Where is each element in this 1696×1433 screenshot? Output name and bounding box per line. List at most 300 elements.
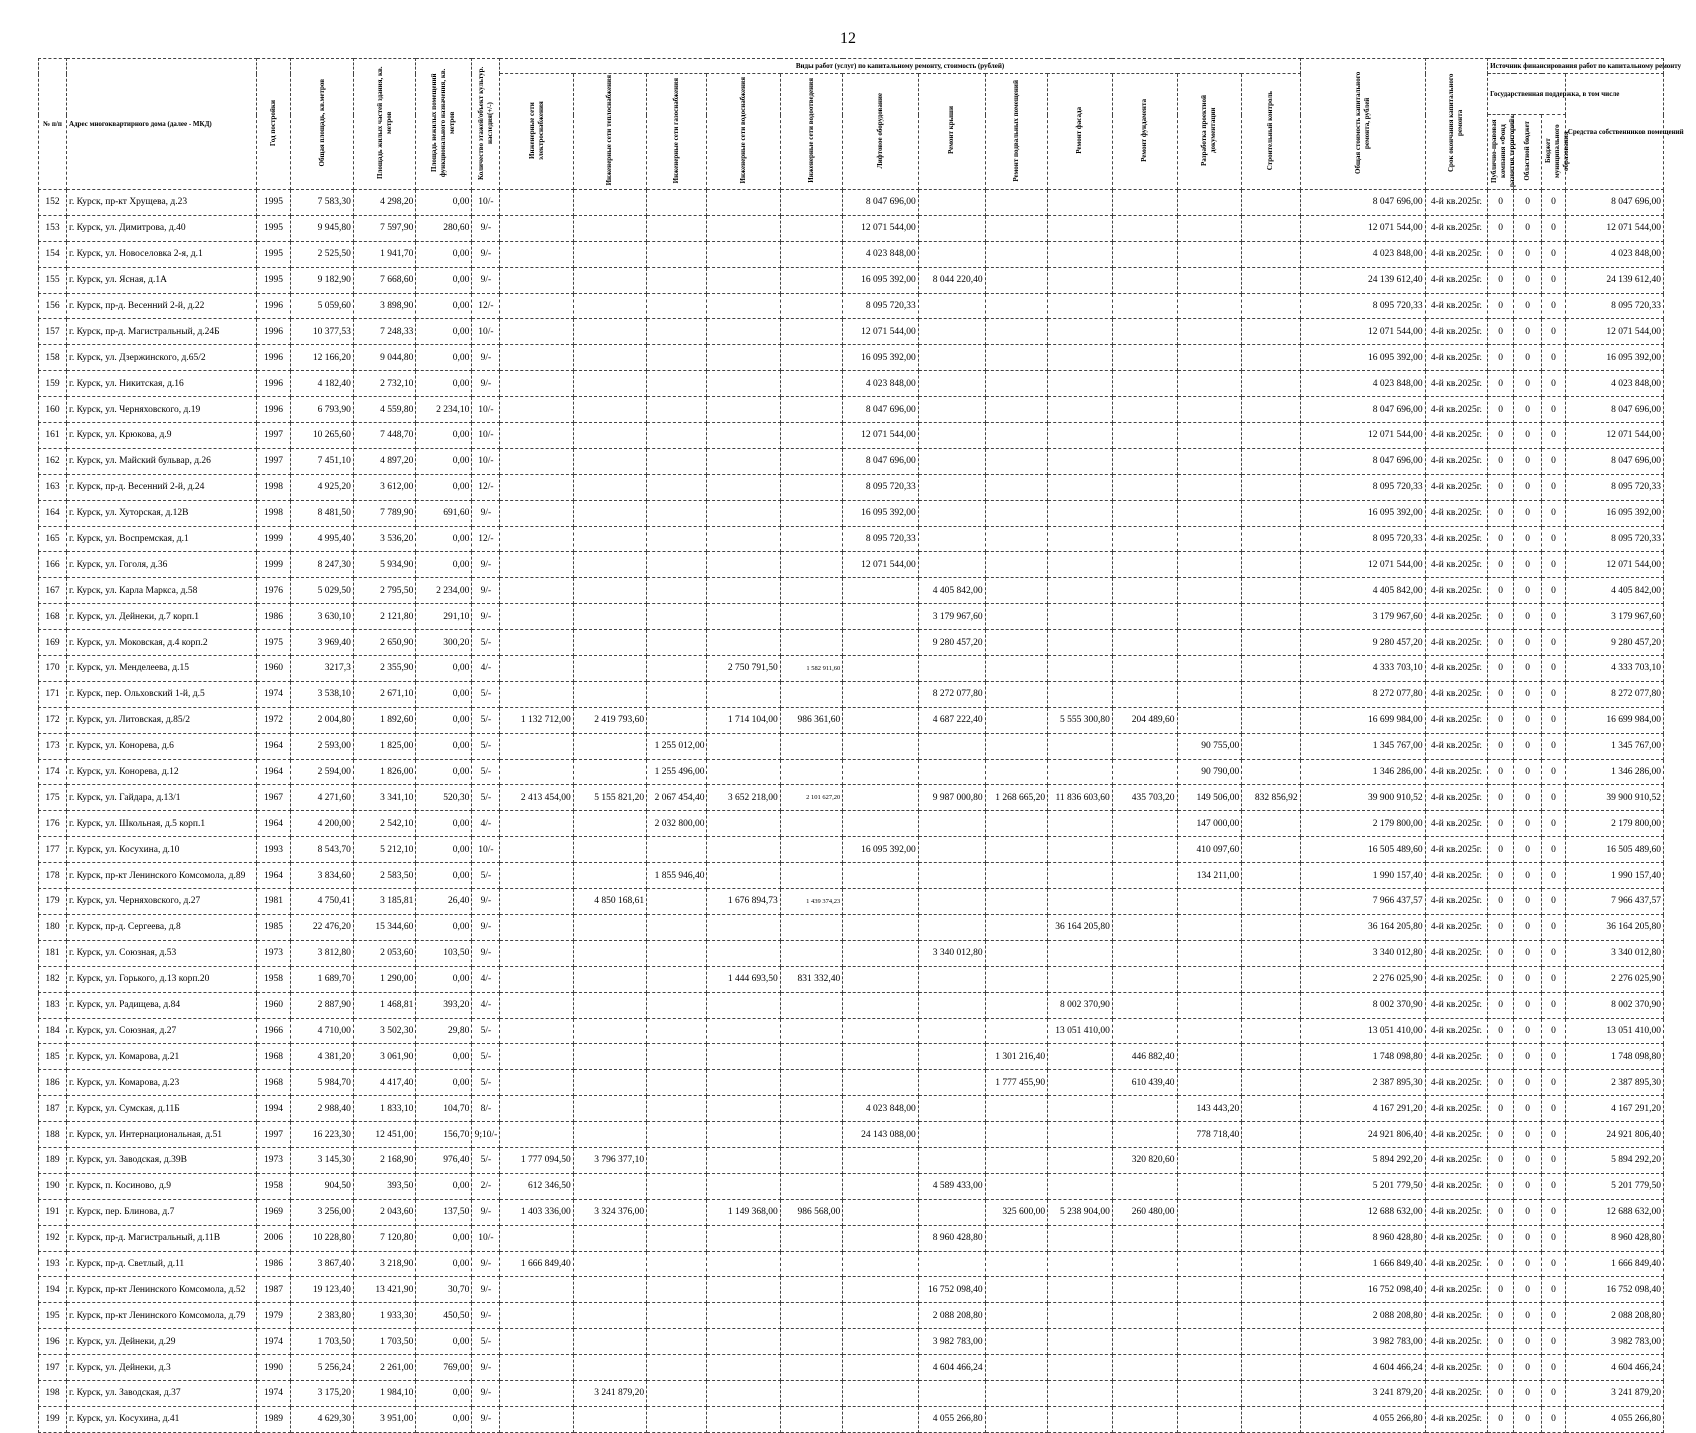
cell-heating	[573, 759, 646, 785]
cell-sewage	[780, 863, 843, 889]
row-floors: 9/-	[472, 1303, 500, 1329]
cell-basement	[985, 345, 1048, 371]
row-floors: 4/-	[472, 992, 500, 1018]
cell-period: 4-й кв.2025г.	[1425, 397, 1488, 423]
col-total-cost: Общая стоимость капитального ремонта, рублей	[1300, 59, 1425, 190]
cell-total-cost: 3 982 783,00	[1300, 1329, 1425, 1355]
row-number: 180	[39, 914, 67, 940]
row-living-area: 7 248,33	[353, 319, 416, 345]
cell-owners: 3 982 783,00	[1565, 1329, 1663, 1355]
row-total-area: 5 029,50	[291, 578, 354, 604]
row-living-area: 2 732,10	[353, 371, 416, 397]
cell-fund: 0	[1488, 474, 1514, 500]
row-year: 1974	[256, 1329, 291, 1355]
cell-sewage	[780, 811, 843, 837]
row-living-area: 3 185,81	[353, 889, 416, 915]
cell-regional: 0	[1514, 1199, 1542, 1225]
row-floors: 9/-	[472, 1355, 500, 1381]
row-total-area: 3 867,40	[291, 1251, 354, 1277]
cell-municipal: 0	[1542, 759, 1566, 785]
cell-regional: 0	[1514, 681, 1542, 707]
row-nonliving-area: 0,00	[416, 681, 472, 707]
cell-foundation	[1112, 837, 1177, 863]
col-fund: Публично-правовая компания «Фонд развития территорий»	[1488, 115, 1514, 190]
cell-elevator	[843, 1225, 918, 1251]
cell-heating	[573, 1096, 646, 1122]
table-row	[39, 1122, 1664, 1148]
table-row	[39, 552, 1664, 578]
table-row	[39, 630, 1664, 656]
cell-municipal: 0	[1542, 215, 1566, 241]
cell-foundation	[1112, 474, 1177, 500]
row-living-area: 7 789,90	[353, 500, 416, 526]
cell-elevator	[843, 1044, 918, 1070]
cell-design	[1177, 604, 1242, 630]
row-address: г. Курск, ул. Дейнеки, д.7 корп.1	[67, 604, 257, 630]
cell-basement	[985, 423, 1048, 449]
row-address: г. Курск, пр-д. Весенний 2-й, д.24	[67, 474, 257, 500]
cell-roof	[918, 1070, 985, 1096]
cell-heating: 4 850 168,61	[573, 889, 646, 915]
cell-regional: 0	[1514, 1173, 1542, 1199]
cell-electric	[500, 681, 573, 707]
cell-total-cost: 4 604 466,24	[1300, 1355, 1425, 1381]
cell-design	[1177, 500, 1242, 526]
row-year: 1975	[256, 630, 291, 656]
cell-regional: 0	[1514, 1406, 1542, 1432]
cell-basement	[985, 656, 1048, 682]
cell-fund: 0	[1488, 889, 1514, 915]
cell-supervision	[1242, 397, 1300, 423]
cell-fund: 0	[1488, 1147, 1514, 1173]
row-nonliving-area: 0,00	[416, 241, 472, 267]
row-living-area: 2 542,10	[353, 811, 416, 837]
table-row	[39, 215, 1664, 241]
cell-owners: 24 921 806,40	[1565, 1122, 1663, 1148]
cell-water	[707, 293, 780, 319]
row-total-area: 8 247,30	[291, 552, 354, 578]
cell-roof	[918, 423, 985, 449]
row-nonliving-area: 0,00	[416, 474, 472, 500]
cell-heating	[573, 526, 646, 552]
cell-sewage: 831 332,40	[780, 966, 843, 992]
cell-design	[1177, 578, 1242, 604]
row-nonliving-area: 769,00	[416, 1355, 472, 1381]
table-row	[39, 1251, 1664, 1277]
row-address: г. Курск, ул. Конорева, д.12	[67, 759, 257, 785]
cell-elevator	[843, 785, 918, 811]
row-address: г. Курск, ул. Конорева, д.6	[67, 733, 257, 759]
cell-water	[707, 1380, 780, 1406]
table-row	[39, 293, 1664, 319]
cell-regional: 0	[1514, 1096, 1542, 1122]
cell-water	[707, 1329, 780, 1355]
cell-period: 4-й кв.2025г.	[1425, 1277, 1488, 1303]
row-address: г. Курск, пр-д. Светлый, д.11	[67, 1251, 257, 1277]
row-year: 1987	[256, 1277, 291, 1303]
cell-facade	[1048, 837, 1113, 863]
row-number: 189	[39, 1147, 67, 1173]
cell-owners: 3 241 879,20	[1565, 1380, 1663, 1406]
cell-period: 4-й кв.2025г.	[1425, 474, 1488, 500]
row-year: 1974	[256, 681, 291, 707]
cell-basement	[985, 578, 1048, 604]
cell-heating	[573, 371, 646, 397]
cell-supervision	[1242, 1096, 1300, 1122]
cell-electric	[500, 267, 573, 293]
cell-roof	[918, 371, 985, 397]
cell-heating	[573, 1251, 646, 1277]
cell-heating: 2 419 793,60	[573, 707, 646, 733]
cell-period: 4-й кв.2025г.	[1425, 889, 1488, 915]
cell-regional: 0	[1514, 811, 1542, 837]
cell-elevator: 12 071 544,00	[843, 423, 918, 449]
cell-elevator	[843, 1303, 918, 1329]
cell-sewage	[780, 526, 843, 552]
state-support-header: Государственная поддержка, в том числе	[1488, 74, 1566, 115]
cell-gas: 1 255 496,00	[647, 759, 707, 785]
cell-elevator	[843, 1329, 918, 1355]
row-year: 1964	[256, 863, 291, 889]
cell-fund: 0	[1488, 215, 1514, 241]
cell-gas	[647, 1122, 707, 1148]
row-nonliving-area: 691,60	[416, 500, 472, 526]
cell-elevator: 12 071 544,00	[843, 215, 918, 241]
cell-municipal: 0	[1542, 1277, 1566, 1303]
cell-heating	[573, 914, 646, 940]
cell-total-cost: 3 179 967,60	[1300, 604, 1425, 630]
cell-sewage: 986 361,60	[780, 707, 843, 733]
cell-elevator	[843, 992, 918, 1018]
cell-basement	[985, 1225, 1048, 1251]
table-row	[39, 1225, 1664, 1251]
cell-total-cost: 4 023 848,00	[1300, 371, 1425, 397]
cell-total-cost: 8 047 696,00	[1300, 448, 1425, 474]
cell-foundation	[1112, 190, 1177, 216]
row-floors: 12/-	[472, 526, 500, 552]
cell-period: 4-й кв.2025г.	[1425, 966, 1488, 992]
cell-gas	[647, 1355, 707, 1381]
cell-supervision	[1242, 1070, 1300, 1096]
cell-supervision	[1242, 526, 1300, 552]
cell-supervision	[1242, 940, 1300, 966]
cell-design	[1177, 371, 1242, 397]
cell-facade	[1048, 1380, 1113, 1406]
cell-facade	[1048, 889, 1113, 915]
cell-period: 4-й кв.2025г.	[1425, 500, 1488, 526]
row-address: г. Курск, пер. Блинова, д.7	[67, 1199, 257, 1225]
cell-total-cost: 4 167 291,20	[1300, 1096, 1425, 1122]
cell-elevator: 12 071 544,00	[843, 552, 918, 578]
cell-regional: 0	[1514, 190, 1542, 216]
cell-sewage	[780, 1044, 843, 1070]
row-floors: 5/-	[472, 785, 500, 811]
row-total-area: 19 123,40	[291, 1277, 354, 1303]
row-year: 1968	[256, 1044, 291, 1070]
row-nonliving-area: 0,00	[416, 526, 472, 552]
cell-regional: 0	[1514, 1277, 1542, 1303]
cell-elevator: 4 023 848,00	[843, 371, 918, 397]
cell-foundation	[1112, 1303, 1177, 1329]
cell-facade	[1048, 811, 1113, 837]
cell-fund: 0	[1488, 966, 1514, 992]
cell-period: 4-й кв.2025г.	[1425, 759, 1488, 785]
cell-fund: 0	[1488, 1044, 1514, 1070]
row-nonliving-area: 26,40	[416, 889, 472, 915]
row-floors: 4/-	[472, 966, 500, 992]
cell-supervision	[1242, 190, 1300, 216]
cell-owners: 8 047 696,00	[1565, 190, 1663, 216]
row-living-area: 2 355,90	[353, 656, 416, 682]
cell-fund: 0	[1488, 785, 1514, 811]
cell-foundation	[1112, 733, 1177, 759]
row-living-area: 1 833,10	[353, 1096, 416, 1122]
cell-water	[707, 1406, 780, 1432]
cell-facade	[1048, 345, 1113, 371]
cell-elevator	[843, 811, 918, 837]
cell-owners: 1 346 286,00	[1565, 759, 1663, 785]
cell-electric	[500, 759, 573, 785]
row-address: г. Курск, ул. Димитрова, д.40	[67, 215, 257, 241]
col-work-design: Разработка проектной документации	[1177, 74, 1242, 190]
row-living-area: 4 298,20	[353, 190, 416, 216]
row-floors: 4/-	[472, 811, 500, 837]
cell-gas: 2 067 454,40	[647, 785, 707, 811]
cell-sewage	[780, 681, 843, 707]
cell-gas	[647, 1406, 707, 1432]
cell-supervision	[1242, 1303, 1300, 1329]
cell-total-cost: 8 047 696,00	[1300, 397, 1425, 423]
page-number: 12	[840, 30, 856, 47]
cell-regional: 0	[1514, 448, 1542, 474]
row-floors: 9;10/-	[472, 1122, 500, 1148]
cell-owners: 7 966 437,57	[1565, 889, 1663, 915]
cell-supervision	[1242, 811, 1300, 837]
cell-roof	[918, 319, 985, 345]
row-nonliving-area: 0,00	[416, 1406, 472, 1432]
table-row	[39, 1380, 1664, 1406]
row-total-area: 9 182,90	[291, 267, 354, 293]
cell-period: 4-й кв.2025г.	[1425, 863, 1488, 889]
row-nonliving-area: 0,00	[416, 552, 472, 578]
cell-design	[1177, 914, 1242, 940]
cell-design	[1177, 215, 1242, 241]
row-total-area: 16 223,30	[291, 1122, 354, 1148]
cell-period: 4-й кв.2025г.	[1425, 1122, 1488, 1148]
row-number: 172	[39, 707, 67, 733]
row-year: 1979	[256, 1303, 291, 1329]
table-row	[39, 811, 1664, 837]
row-number: 155	[39, 267, 67, 293]
cell-basement	[985, 1096, 1048, 1122]
row-total-area: 4 710,00	[291, 1018, 354, 1044]
cell-design: 90 790,00	[1177, 759, 1242, 785]
cell-sewage	[780, 552, 843, 578]
cell-period: 4-й кв.2025г.	[1425, 1225, 1488, 1251]
row-address: г. Курск, ул. Гоголя, д.36	[67, 552, 257, 578]
cell-roof	[918, 1147, 985, 1173]
cell-foundation	[1112, 940, 1177, 966]
cell-roof	[918, 1251, 985, 1277]
cell-facade: 8 002 370,90	[1048, 992, 1113, 1018]
cell-facade	[1048, 966, 1113, 992]
cell-roof	[918, 293, 985, 319]
cell-sewage	[780, 1251, 843, 1277]
cell-fund: 0	[1488, 630, 1514, 656]
cell-design: 134 211,00	[1177, 863, 1242, 889]
cell-design	[1177, 241, 1242, 267]
cell-basement	[985, 241, 1048, 267]
table-row	[39, 448, 1664, 474]
table-body	[39, 190, 1664, 1433]
cell-sewage	[780, 1380, 843, 1406]
cell-sewage	[780, 319, 843, 345]
row-floors: 2/-	[472, 1173, 500, 1199]
row-floors: 5/-	[472, 1070, 500, 1096]
cell-regional: 0	[1514, 940, 1542, 966]
cell-period: 4-й кв.2025г.	[1425, 1018, 1488, 1044]
cell-supervision: 832 856,92	[1242, 785, 1300, 811]
cell-electric	[500, 500, 573, 526]
cell-fund: 0	[1488, 940, 1514, 966]
cell-gas	[647, 241, 707, 267]
cell-regional: 0	[1514, 889, 1542, 915]
table-row	[39, 319, 1664, 345]
cell-water	[707, 759, 780, 785]
cell-basement	[985, 1122, 1048, 1148]
cell-elevator	[843, 889, 918, 915]
col-work-electric: Инженерные сети электроснабжения	[500, 74, 573, 190]
row-nonliving-area: 0,00	[416, 371, 472, 397]
col-floors: Количество этажей/объект культур. наследия(+/-)	[472, 59, 500, 190]
cell-electric	[500, 940, 573, 966]
cell-gas	[647, 1018, 707, 1044]
row-nonliving-area: 0,00	[416, 1225, 472, 1251]
cell-heating	[573, 293, 646, 319]
row-living-area: 393,50	[353, 1173, 416, 1199]
cell-roof	[918, 889, 985, 915]
row-address: г. Курск, ул. Сумская, д.11Б	[67, 1096, 257, 1122]
cell-fund: 0	[1488, 1122, 1514, 1148]
row-year: 1998	[256, 500, 291, 526]
cell-fund: 0	[1488, 733, 1514, 759]
table-row	[39, 1173, 1664, 1199]
row-nonliving-area: 450,50	[416, 1303, 472, 1329]
cell-foundation	[1112, 241, 1177, 267]
cell-heating: 3 796 377,10	[573, 1147, 646, 1173]
cell-design	[1177, 267, 1242, 293]
cell-sewage	[780, 1303, 843, 1329]
cell-supervision	[1242, 733, 1300, 759]
cell-design	[1177, 1044, 1242, 1070]
cell-roof: 8 272 077,80	[918, 681, 985, 707]
cell-period: 4-й кв.2025г.	[1425, 733, 1488, 759]
cell-roof	[918, 914, 985, 940]
cell-period: 4-й кв.2025г.	[1425, 448, 1488, 474]
row-total-area: 7 451,10	[291, 448, 354, 474]
row-living-area: 2 671,10	[353, 681, 416, 707]
cell-foundation	[1112, 552, 1177, 578]
row-floors: 10/-	[472, 319, 500, 345]
row-living-area: 2 168,90	[353, 1147, 416, 1173]
row-number: 173	[39, 733, 67, 759]
cell-supervision	[1242, 1122, 1300, 1148]
cell-foundation	[1112, 448, 1177, 474]
cell-period: 4-й кв.2025г.	[1425, 1329, 1488, 1355]
row-floors: 5/-	[472, 863, 500, 889]
cell-fund: 0	[1488, 1329, 1514, 1355]
cell-basement	[985, 1277, 1048, 1303]
row-number: 182	[39, 966, 67, 992]
row-year: 1998	[256, 474, 291, 500]
row-total-area: 4 629,30	[291, 1406, 354, 1432]
row-total-area: 5 256,24	[291, 1355, 354, 1381]
cell-water: 2 750 791,50	[707, 656, 780, 682]
cell-regional: 0	[1514, 914, 1542, 940]
row-floors: 9/-	[472, 604, 500, 630]
cell-basement	[985, 914, 1048, 940]
row-floors: 5/-	[472, 733, 500, 759]
cell-period: 4-й кв.2025г.	[1425, 630, 1488, 656]
row-address: г. Курск, ул. Комарова, д.21	[67, 1044, 257, 1070]
cell-basement	[985, 1329, 1048, 1355]
cell-roof	[918, 733, 985, 759]
cell-electric	[500, 1018, 573, 1044]
cell-fund: 0	[1488, 1018, 1514, 1044]
row-total-area: 2 887,90	[291, 992, 354, 1018]
cell-municipal: 0	[1542, 578, 1566, 604]
cell-foundation	[1112, 526, 1177, 552]
cell-gas	[647, 371, 707, 397]
row-floors: 5/-	[472, 681, 500, 707]
row-address: г. Курск, ул. Карла Маркса, д.58	[67, 578, 257, 604]
row-address: г. Курск, ул. Крюкова, д.9	[67, 423, 257, 449]
cell-elevator: 16 095 392,00	[843, 345, 918, 371]
cell-period: 4-й кв.2025г.	[1425, 578, 1488, 604]
cell-design	[1177, 1303, 1242, 1329]
cell-supervision	[1242, 500, 1300, 526]
cell-foundation	[1112, 1329, 1177, 1355]
cell-period: 4-й кв.2025г.	[1425, 811, 1488, 837]
cell-basement	[985, 552, 1048, 578]
row-number: 183	[39, 992, 67, 1018]
cell-elevator	[843, 966, 918, 992]
cell-owners: 4 604 466,24	[1565, 1355, 1663, 1381]
cell-roof	[918, 837, 985, 863]
cell-gas	[647, 397, 707, 423]
row-floors: 9/-	[472, 578, 500, 604]
row-living-area: 1 984,10	[353, 1380, 416, 1406]
cell-supervision	[1242, 474, 1300, 500]
cell-design	[1177, 656, 1242, 682]
cell-design: 147 000,00	[1177, 811, 1242, 837]
row-year: 1964	[256, 811, 291, 837]
cell-supervision	[1242, 889, 1300, 915]
works-group-header: Виды работ (услуг) по капитальному ремонту, стоимость (рублей)	[500, 59, 1300, 74]
row-total-area: 3217,3	[291, 656, 354, 682]
cell-water	[707, 500, 780, 526]
row-number: 171	[39, 681, 67, 707]
cell-electric	[500, 1044, 573, 1070]
cell-fund: 0	[1488, 1406, 1514, 1432]
cell-water	[707, 1303, 780, 1329]
cell-owners: 12 071 544,00	[1565, 319, 1663, 345]
cell-water	[707, 811, 780, 837]
row-floors: 9/-	[472, 1277, 500, 1303]
cell-elevator	[843, 733, 918, 759]
cell-facade	[1048, 190, 1113, 216]
cell-municipal: 0	[1542, 1380, 1566, 1406]
